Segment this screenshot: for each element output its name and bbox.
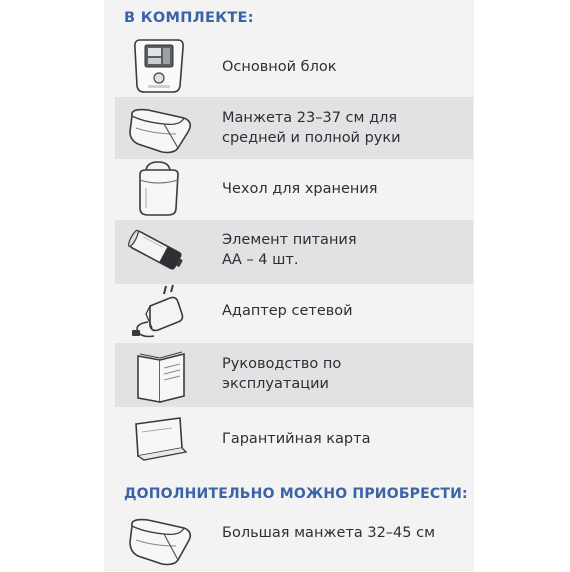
item-label: Манжета 23–37 см для средней и полной руки xyxy=(222,110,401,146)
battery-icon xyxy=(124,226,194,278)
manual-book-icon xyxy=(124,348,194,404)
optional-heading: ДОПОЛНИТЕЛЬНО МОЖНО ПРИОБРЕСТИ: xyxy=(124,486,468,502)
item-label: Гарантийная карта xyxy=(222,431,371,447)
cuff-icon xyxy=(124,102,194,156)
item-label: Чехол для хранения xyxy=(222,181,378,197)
included-heading: В КОМПЛЕКТЕ: xyxy=(124,10,254,26)
storage-case-icon xyxy=(124,160,194,218)
power-adapter-icon xyxy=(124,284,194,340)
large-cuff-icon xyxy=(124,512,194,568)
warranty-card-icon xyxy=(124,414,194,462)
item-label: Элемент питания АА – 4 шт. xyxy=(222,232,357,268)
item-label: Большая манжета 32–45 см xyxy=(222,525,436,541)
item-label: Руководство по эксплуатации xyxy=(222,356,342,392)
blood-pressure-monitor-icon xyxy=(124,36,194,94)
item-label: Адаптер сетевой xyxy=(222,303,353,319)
item-label: Основной блок xyxy=(222,59,337,75)
